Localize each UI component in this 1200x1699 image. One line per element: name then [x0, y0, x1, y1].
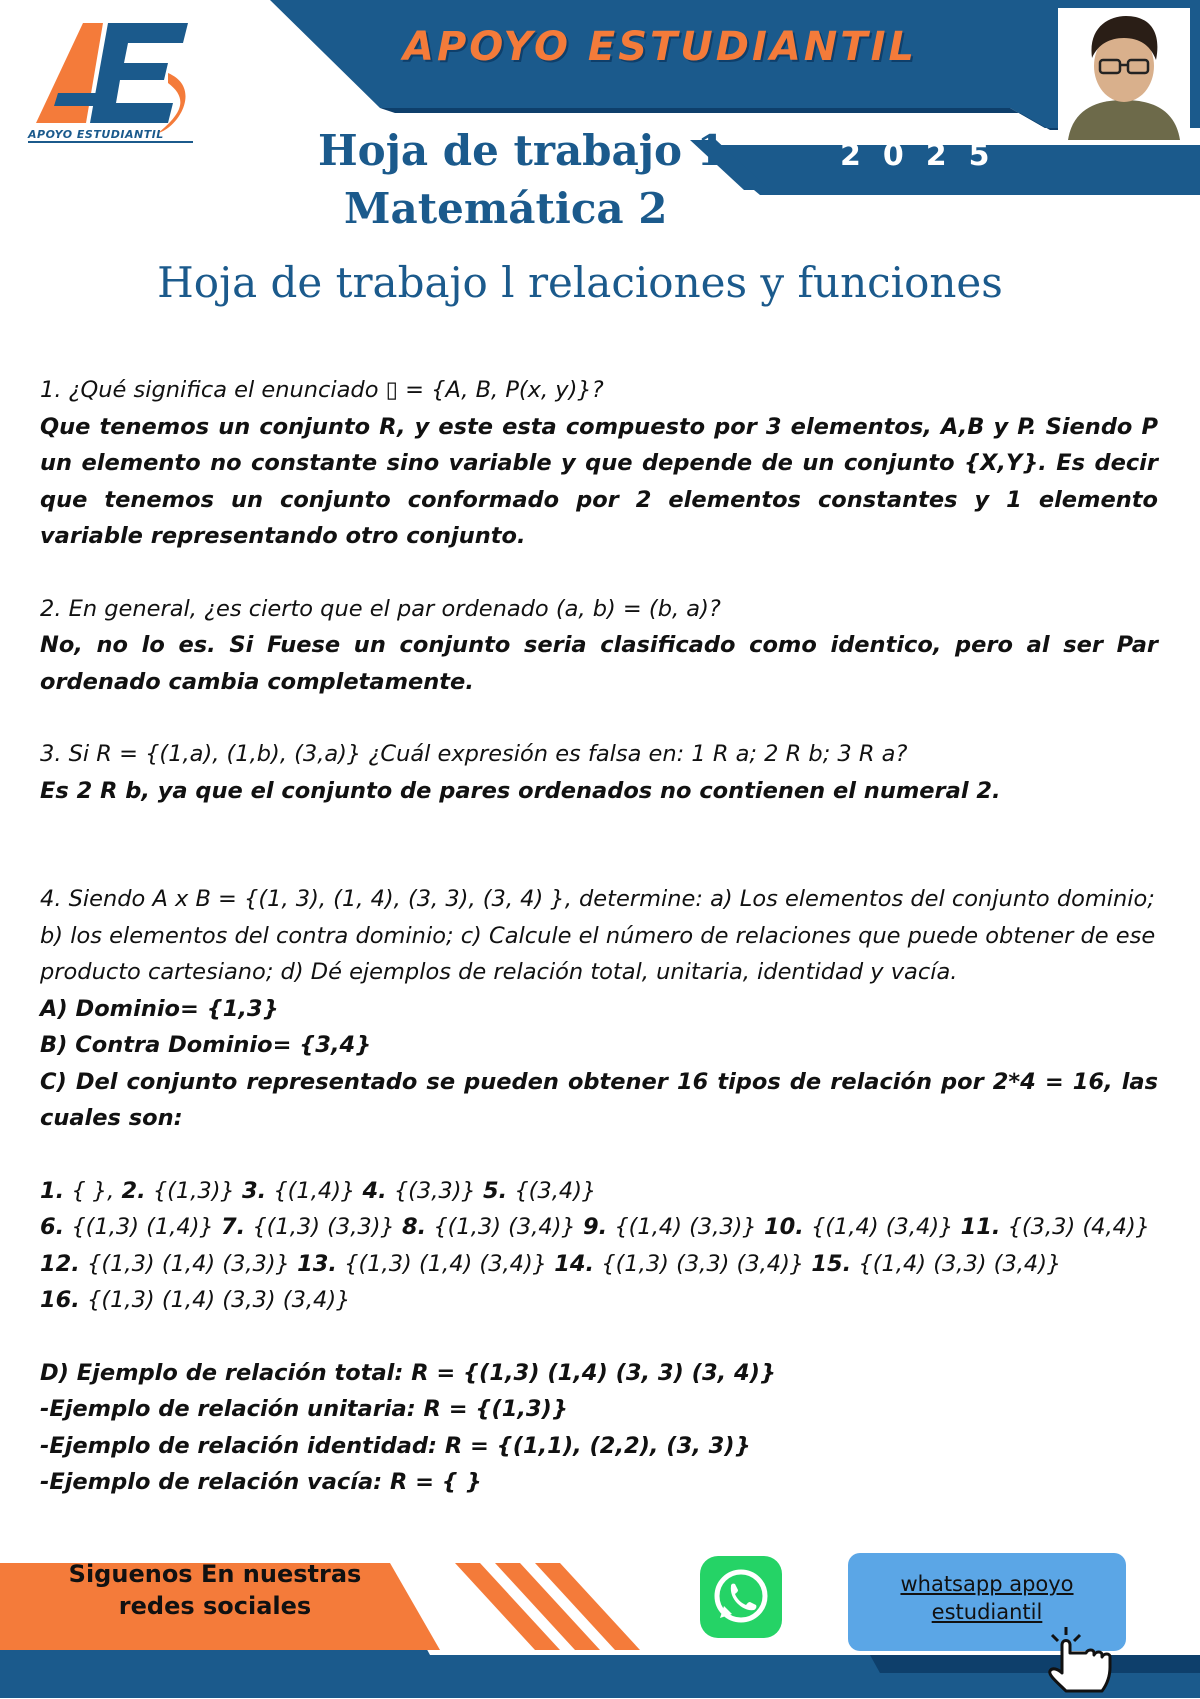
question-1: 1. ¿Qué significa el enunciado ▯ = {A, B, P(x, y)}?: [40, 377, 604, 403]
year-label: 2025: [840, 138, 1012, 173]
example-total: D) Ejemplo de relación total: R = {(1,3) (1,4) (3, 3) (3, 4)}: [40, 1359, 776, 1386]
social-line-2: redes sociales: [118, 1592, 312, 1620]
pointer-hand-icon: [1040, 1625, 1120, 1695]
relations-line-3: 12. {(1,3) (1,4) (3,3)} 13. {(1,3) (1,4) (3,4)} 14. {(1,3) (3,3) (3,4)} 15. {(1,4) (3,3) (3,4)}: [40, 1250, 1062, 1277]
page-title: Hoja de trabajo 1: [318, 126, 726, 175]
whatsapp-icon[interactable]: [700, 1556, 782, 1638]
page-subject: Matemática 2: [344, 184, 668, 233]
answer-4c: C) Del conjunto representado se pueden obtener 16 tipos de relación por 2*4 = 16, las cuales son:: [40, 1068, 1158, 1131]
answer-4a: A) Dominio= {1,3}: [40, 995, 279, 1022]
answer-1: Que tenemos un conjunto R, y este esta compuesto por 3 elementos, A,B y P. Siendo P un elemento no constante sino variable y que depende de un conjunto {X,Y}. Es decir que tenemos un conjunto conformado por 2 elementos constantes y 1 elemento variable representando otro conjunto.: [40, 413, 1158, 549]
logo-caption: APOYO ESTUDIANTIL: [28, 128, 193, 143]
question-3: 3. Si R = {(1,a), (1,b), (3,a)} ¿Cuál expresión es falsa en: 1 R a; 2 R b; 3 R a?: [40, 741, 908, 767]
whatsapp-link-line-1[interactable]: whatsapp apoyo: [900, 1572, 1074, 1596]
whatsapp-link-line-2[interactable]: estudiantil: [931, 1600, 1043, 1624]
section-title: Hoja de trabajo l relaciones y funciones: [157, 258, 1003, 307]
question-2: 2. En general, ¿es cierto que el par ordenado (a, b) = (b, a)?: [40, 595, 721, 622]
whatsapp-link[interactable]: [848, 1570, 1126, 1626]
relations-line-2: 6. {(1,3) (1,4)} 7. {(1,3) (3,3)} 8. {(1,3) (3,4)} 9. {(1,4) (3,3)} 10. {(1,4) (3,4)} 11. {(3,3) (4,4)}: [40, 1214, 1151, 1240]
relations-line-4: 16. {(1,3) (1,4) (3,3) (3,4)}: [40, 1287, 351, 1313]
social-line-1: Siguenos En nuestras: [68, 1560, 362, 1588]
answer-4b: B) Contra Dominio= {3,4}: [40, 1032, 372, 1058]
example-unitaria: -Ejemplo de relación unitaria: R = {(1,3)}: [40, 1396, 568, 1422]
worksheet-content: [40, 372, 1158, 1501]
logo: [28, 18, 198, 158]
relations-line-1: 1. { }, 2. {(1,3)} 3. {(1,4)} 4. {(3,3)} 5. {(3,4)}: [40, 1177, 597, 1204]
avatar: [1058, 8, 1190, 140]
example-vacia: -Ejemplo de relación vacía: R = { }: [40, 1469, 482, 1495]
brand-title: APOYO ESTUDIANTIL: [403, 24, 917, 70]
example-identidad: -Ejemplo de relación identidad: R = {(1,1), (2,2), (3, 3)}: [40, 1432, 751, 1459]
answer-3: Es 2 R b, ya que el conjunto de pares ordenados no contienen el numeral 2.: [40, 777, 1001, 804]
answer-2: No, no lo es. Si Fuese un conjunto seria clasificado como identico, pero al ser Par ordenado cambia completamente.: [40, 632, 1158, 695]
question-4: 4. Siendo A x B = {(1, 3), (1, 4), (3, 3), (3, 4) }, determine: a) Los elementos del conjunto dominio; b) los elementos del contra dominio; c) Calcule el número de relaciones que puede obtener de ese producto cartesiano; d) Dé ejemplos de relación total, unitaria, identidad y vacía.: [40, 886, 1156, 985]
social-follow-text: [60, 1558, 370, 1622]
